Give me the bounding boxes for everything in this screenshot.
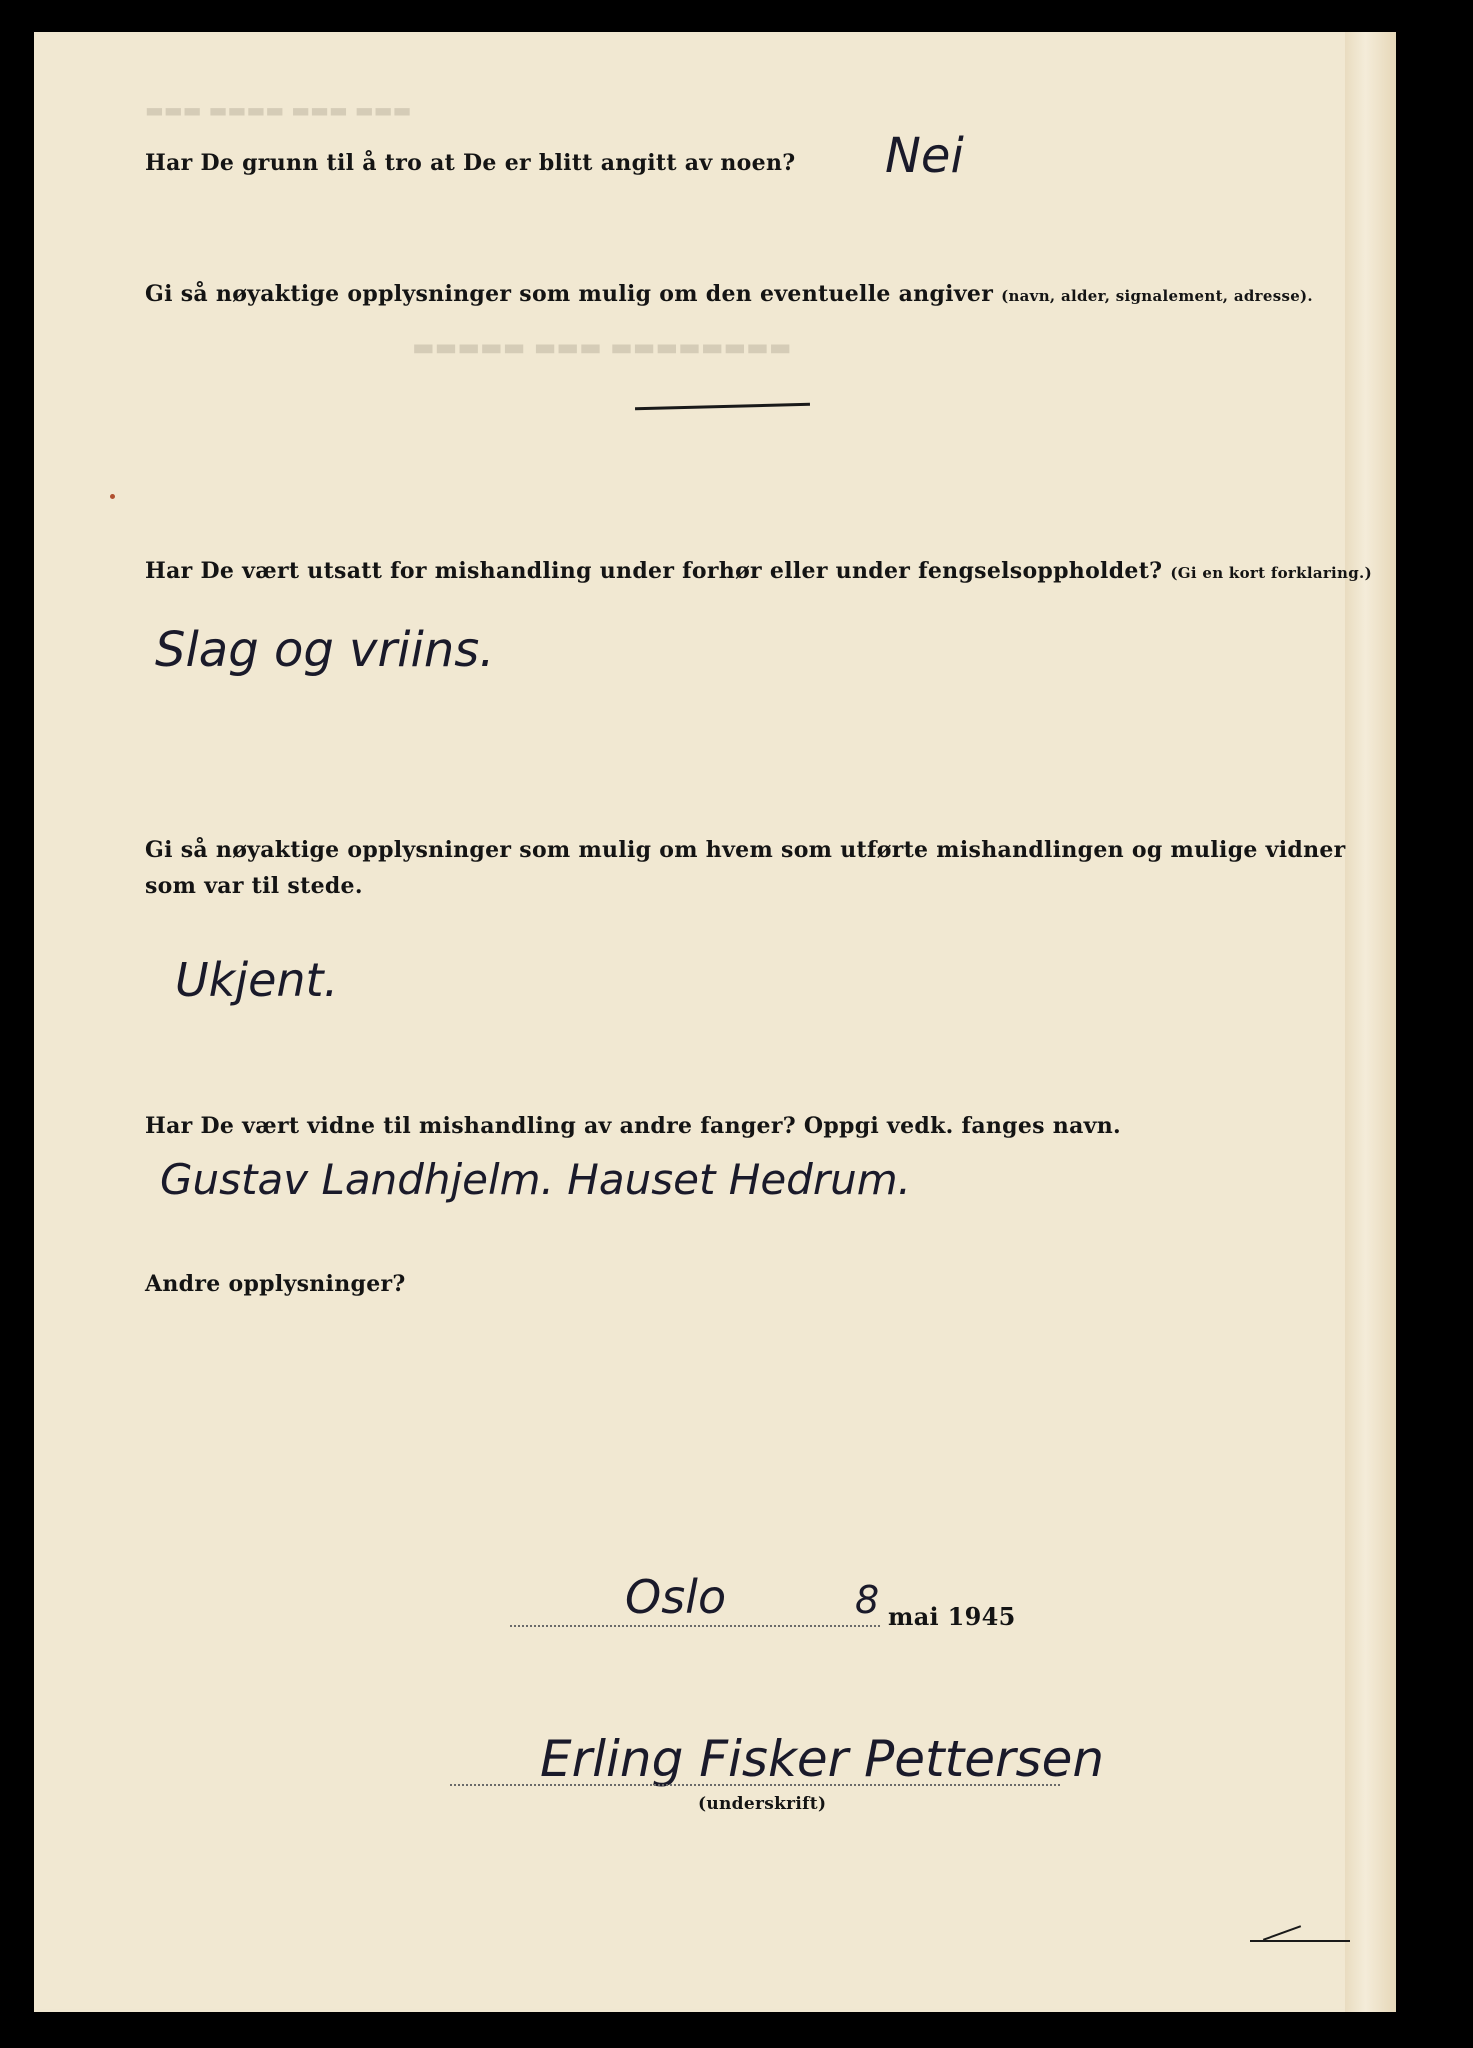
question-other-info: Andre opplysninger? <box>145 1271 406 1297</box>
question-mistreatment <box>145 558 1372 584</box>
corner-ink-mark <box>1250 1940 1350 1942</box>
page-edge-strip <box>1345 32 1396 2012</box>
answer-witness: Gustav Landhjelm. Hauset Hedrum. <box>160 1155 911 1204</box>
signature-handwritten: Erling Fisker Pettersen <box>540 1730 1105 1788</box>
question-informer-text: Gi så nøyaktige opplysninger som mulig om den eventuelle angiver <box>145 281 994 307</box>
answer-perpetrators: Ukjent. <box>175 953 339 1007</box>
question-mistreatment-text: Har De vært utsatt for mishandling under forhør eller under fengselsoppholdet? <box>145 558 1163 584</box>
bleed-through-text: ▬▬▬ ▬▬▬▬ ▬▬▬ ▬▬▬ <box>145 98 412 122</box>
signature-label: (underskrift) <box>698 1794 827 1814</box>
stray-dot <box>110 494 115 499</box>
place-date-rule <box>510 1625 880 1627</box>
question-mistreatment-note: (Gi en kort forklaring.) <box>1170 564 1372 582</box>
document-page <box>34 32 1396 2012</box>
signature-rule <box>450 1784 1060 1786</box>
question-denounced: Har De grunn til å tro at De er blitt angitt av noen? <box>145 150 796 176</box>
question-perpetrators-line2: som var til stede. <box>145 873 363 899</box>
question-informer-details <box>145 281 1313 307</box>
day-handwritten: 8 <box>855 1578 880 1622</box>
bleed-through-text: ▬▬▬▬▬ ▬▬▬ ▬▬▬▬▬▬▬▬ <box>412 332 792 361</box>
answer-mistreatment: Slag og vriins. <box>155 622 495 678</box>
place-handwritten: Oslo <box>625 1570 727 1624</box>
question-perpetrators-line1: Gi så nøyaktige opplysninger som mulig om hvem som utførte mishandlingen og mulige vidner <box>145 837 1346 863</box>
question-informer-note: (navn, alder, signalement, adresse). <box>1001 287 1313 305</box>
month-year: mai 1945 <box>888 1602 1016 1631</box>
question-witness: Har De vært vidne til mishandling av andre fanger? Oppgi vedk. fanges navn. <box>145 1113 1121 1139</box>
answer-denounced: Nei <box>885 128 964 184</box>
